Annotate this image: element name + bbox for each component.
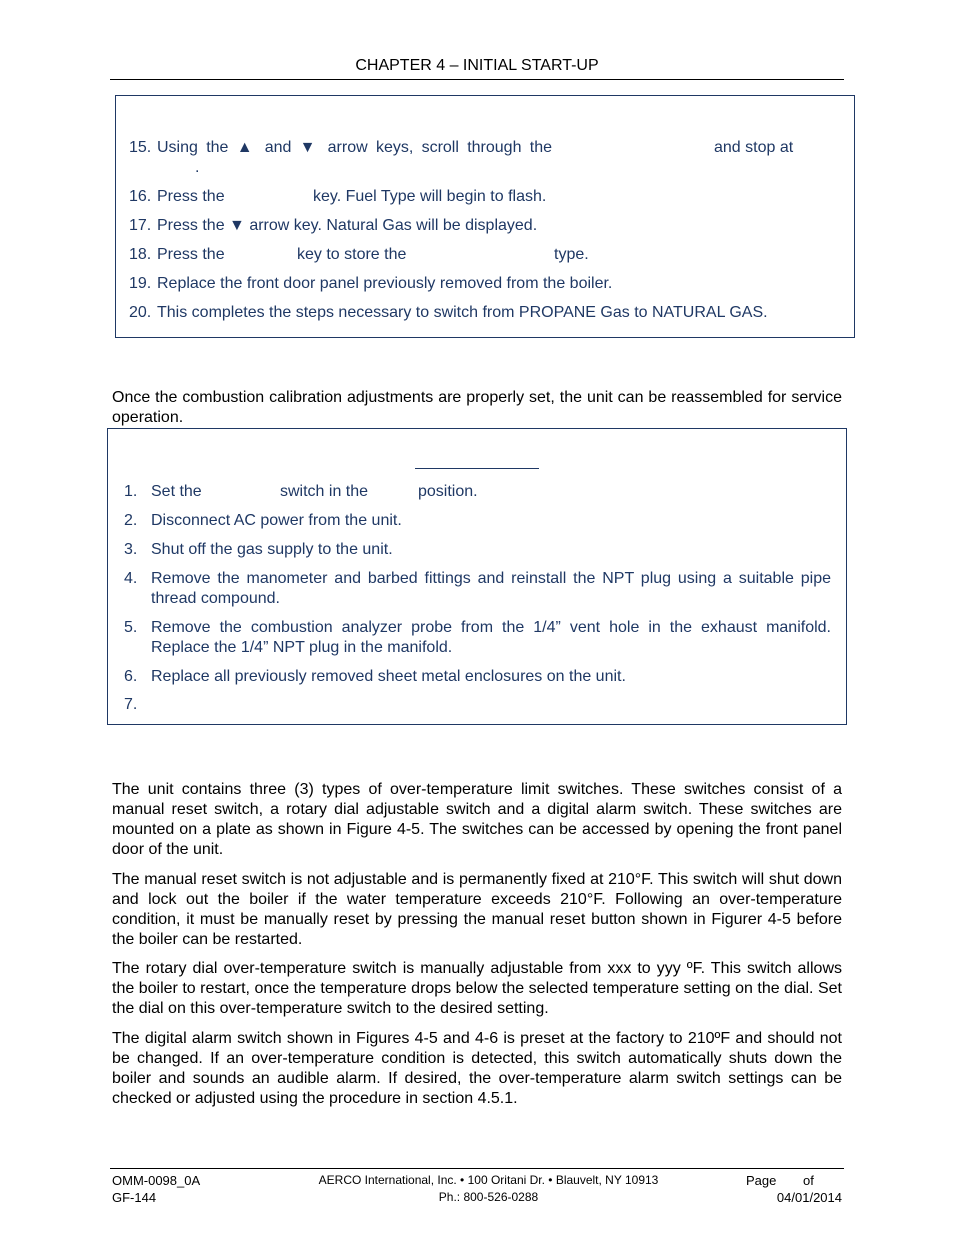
step-16-text-b: key. Fuel Type will begin to flash. [313, 188, 547, 205]
step-20-number: 20. [129, 304, 152, 321]
paragraph-manual-reset: The manual reset switch is not adjustable and is permanently fixed at 210°F. This switch will shut down and lock out the boiler if the water temperature exceeds 210°F. Following an over-temperature condition, it must be manually reset by pressing the manual reset button shown in Figurer 4-5 before the boiler can be restarted. [112, 871, 842, 948]
step-2-number: 2. [124, 512, 138, 529]
paragraph-digital-alarm: The digital alarm switch shown in Figures 4-5 and 4-6 is preset at the factory to 210ºF and should not be changed. If an over-temperature condition is detected, this switch automatically shuts down the boiler and sounds an audible alarm. If desired, the over-temperature alarm switch settings can be checked or adjusted using the procedure in section 4.5.1. [112, 1030, 842, 1107]
step-17-text: Press the ▼ arrow key. Natural Gas will be displayed. [157, 217, 538, 234]
step-19-number: 19. [129, 275, 152, 292]
step-15-text-a: Using the ▲ and ▼ arrow keys, scroll through the [157, 139, 552, 156]
step-15-text-b: and stop at [714, 139, 794, 156]
company-phone: Ph.: 800-526-0288 [438, 1190, 539, 1204]
doc-number: OMM-0098_0A [112, 1173, 201, 1188]
step-3-number: 3. [124, 541, 138, 558]
step-2-text: Disconnect AC power from the unit. [151, 512, 402, 529]
step-7-number: 7. [124, 696, 138, 713]
step-1-text-b: switch in the [280, 483, 369, 500]
footer-rule [110, 1168, 844, 1169]
step-18-text-b: key to store the [297, 246, 407, 263]
step-18-text-a: Press the [157, 246, 225, 263]
chapter-title: CHAPTER 4 – INITIAL START-UP [355, 57, 599, 74]
paragraph-switch-types: The unit contains three (3) types of over-temperature limit switches. These switches consist of a manual reset switch, a rotary dial adjustable switch and a digital alarm switch. These switches are mounted on a plate as shown in Figure 4-5. The switches can be accessed by opening the front panel door of the unit. [112, 781, 842, 858]
step-16-text-a: Press the [157, 188, 225, 205]
step-19-text: Replace the front door panel previously removed from the boiler. [157, 275, 613, 292]
step-20-text: This completes the steps necessary to switch from PROPANE Gas to NATURAL GAS. [157, 304, 768, 321]
paragraph-rotary-dial: The rotary dial over-temperature switch is manually adjustable from xxx to yyy ºF. This switch allows the boiler to restart, once the temperature drops below the selected temperature setting on the dial. Set the dial on this over-temperature switch to the desired setting. [112, 960, 842, 1017]
step-5-number: 5. [124, 619, 138, 636]
step-5-text: Remove the combustion analyzer probe from the 1/4” vent hole in the exhaust manifold. Replace the 1/4” NPT plug in the manifold. [151, 619, 831, 656]
step-6-text: Replace all previously removed sheet metal enclosures on the unit. [151, 668, 626, 685]
of-label: of [803, 1173, 814, 1188]
step-4-text: Remove the manometer and barbed fittings and reinstall the NPT plug using a suitable pipe thread compound. [151, 570, 831, 607]
step-1-text-a: Set the [151, 483, 202, 500]
step-16-number: 16. [129, 188, 152, 205]
step-15-cont: . [195, 159, 200, 176]
gf-number: GF-144 [112, 1190, 157, 1205]
step-6-number: 6. [124, 668, 138, 685]
step-4-number: 4. [124, 570, 138, 587]
header-rule [110, 79, 844, 80]
page-label: Page [746, 1173, 777, 1188]
step-1-number: 1. [124, 483, 138, 500]
step-18-number: 18. [129, 246, 152, 263]
heading-underline [415, 468, 539, 469]
revision-date: 04/01/2014 [776, 1190, 842, 1205]
step-1-text-c: position. [418, 483, 478, 500]
step-18-text-c: type. [554, 246, 589, 263]
step-15-number: 15. [129, 139, 152, 156]
reassembly-paragraph: Once the combustion calibration adjustments are properly set, the unit can be reassembled for service operation. [112, 389, 842, 426]
company-address: AERCO International, Inc. • 100 Oritani Dr. • Blauvelt, NY 10913 [318, 1173, 659, 1187]
step-17-number: 17. [129, 217, 152, 234]
step-3-text: Shut off the gas supply to the unit. [151, 541, 393, 558]
